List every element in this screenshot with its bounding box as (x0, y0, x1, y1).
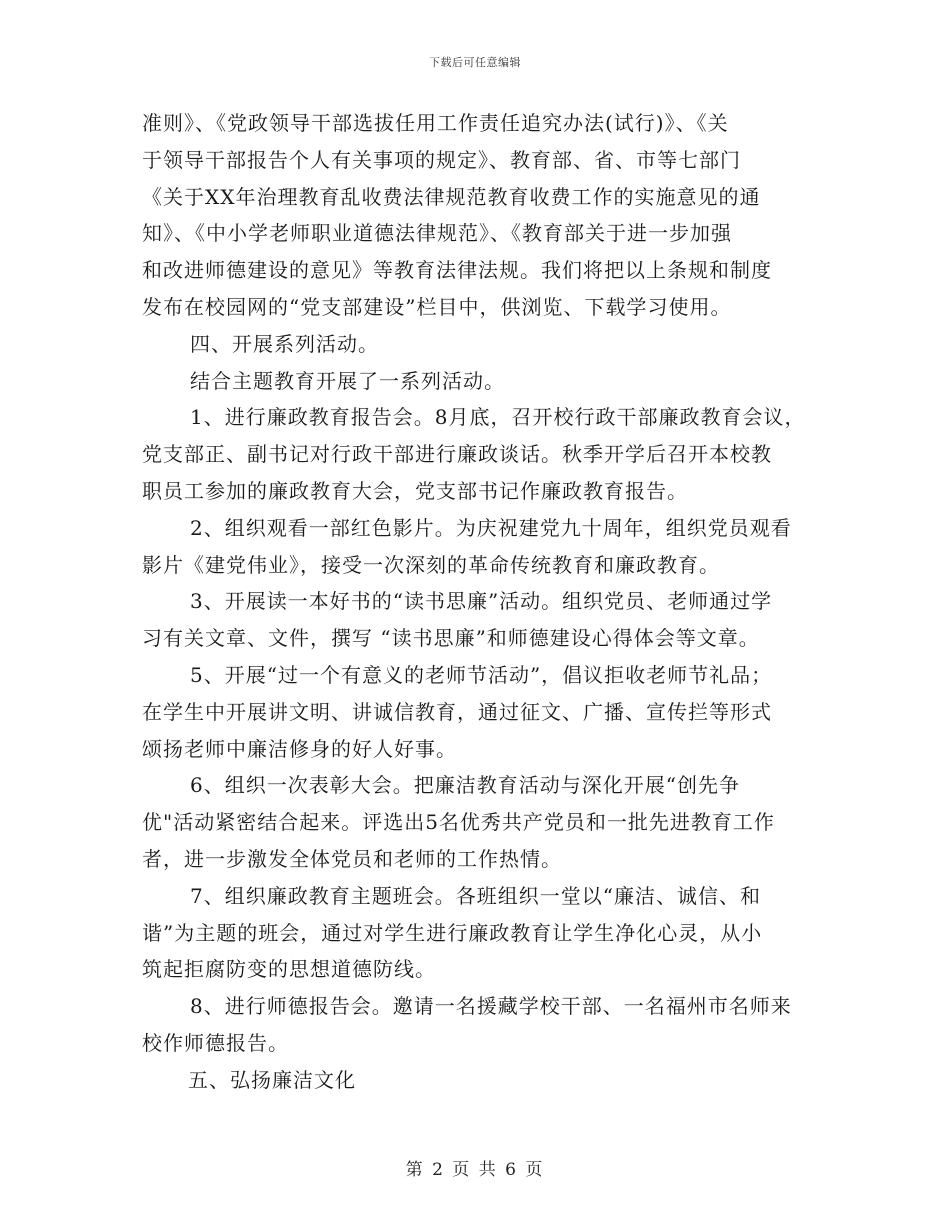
paragraph-start: 3、开展读一本好书的“读书思廉”活动。组织党员、老师通过学 (190, 589, 773, 614)
document-body (142, 105, 814, 1099)
text-line: 优"活动紧密结合起来。评选出5名优秀共产党员和一批先进教育工作 (142, 810, 775, 835)
text-line: 党支部正、副书记对行政干部进行廉政谈话。秋季开学后召开本校教 (142, 442, 772, 467)
paragraph-start: 2、组织观看一部红色影片。为庆祝建党九十周年，组织党员观看 (190, 515, 792, 540)
text-line: 习有关文章、文件，撰写 “读书思廉”和师德建设心得体会等文章。 (142, 626, 760, 651)
text-line: 谐”为主题的班会，通过对学生进行廉政教育让学生净化心灵，从小 (142, 920, 763, 945)
text-line: 筑起拒腐防变的思想道德防线。 (142, 957, 436, 982)
paragraph-start: 1、进行廉政教育报告会。8月底，召开校行政干部廉政教育会议， (190, 405, 806, 430)
text-line: 于领导干部报告个人有关事项的规定》、教育部、省、市等七部门 (142, 147, 741, 172)
text-line: 在学生中开展讲文明、讲诚信教育，通过征文、广播、宣传拦等形式 (142, 699, 772, 724)
paragraph-start: 5、开展“过一个有意义的老师节活动”，倡议拒收老师节礼品； (190, 662, 773, 687)
text-line: 者，进一步激发全体党员和老师的工作热情。 (142, 846, 562, 871)
text-line: 知》、《中小学老师职业道德法律规范》、《教育部关于进一步加强 (142, 221, 732, 246)
text-line: 颂扬老师中廉洁修身的好人好事。 (142, 736, 457, 761)
text-line: 校作师德报告。 (142, 1030, 289, 1055)
paragraph-start: 6、组织一次表彰大会。把廉洁教育活动与深化开展“创先争 (190, 773, 740, 798)
text-line: 准则》、《党政领导干部选拔任用工作责任追究办法(试行)》、《关 (142, 111, 729, 135)
paragraph-start: 8、进行师德报告会。邀请一名援藏学校干部、一名福州市名师来 (190, 994, 792, 1019)
section-heading: 四、开展系列活动。 (190, 331, 379, 356)
text-line: 《关于XX年治理教育乱收费法律规范教育收费工作的实施意见的通 (142, 184, 761, 209)
text-line: 发布在校园网的“党支部建设”栏目中，供浏览、下载学习使用。 (142, 294, 732, 319)
paragraph-start: 结合主题教育开展了一系列活动。 (190, 368, 505, 393)
page-header: 下载后可任意编辑 (429, 56, 521, 69)
text-line: 和改进师德建设的意见》等教育法律法规。我们将把以上条规和制度 (142, 258, 772, 283)
paragraph-start: 7、组织廉政教育主题班会。各班组织一堂以“廉洁、诚信、和 (190, 883, 761, 908)
text-line: 职员工参加的廉政教育大会，党支部书记作廉政教育报告。 (142, 478, 688, 503)
section-heading: 五、弘扬廉洁文化 (188, 1067, 356, 1092)
text-line: 影片《建党伟业》，接受一次深刻的革命传统教育和廉政教育。 (142, 552, 720, 577)
page-number: 第 2 页 共 6 页 (405, 1160, 545, 1180)
